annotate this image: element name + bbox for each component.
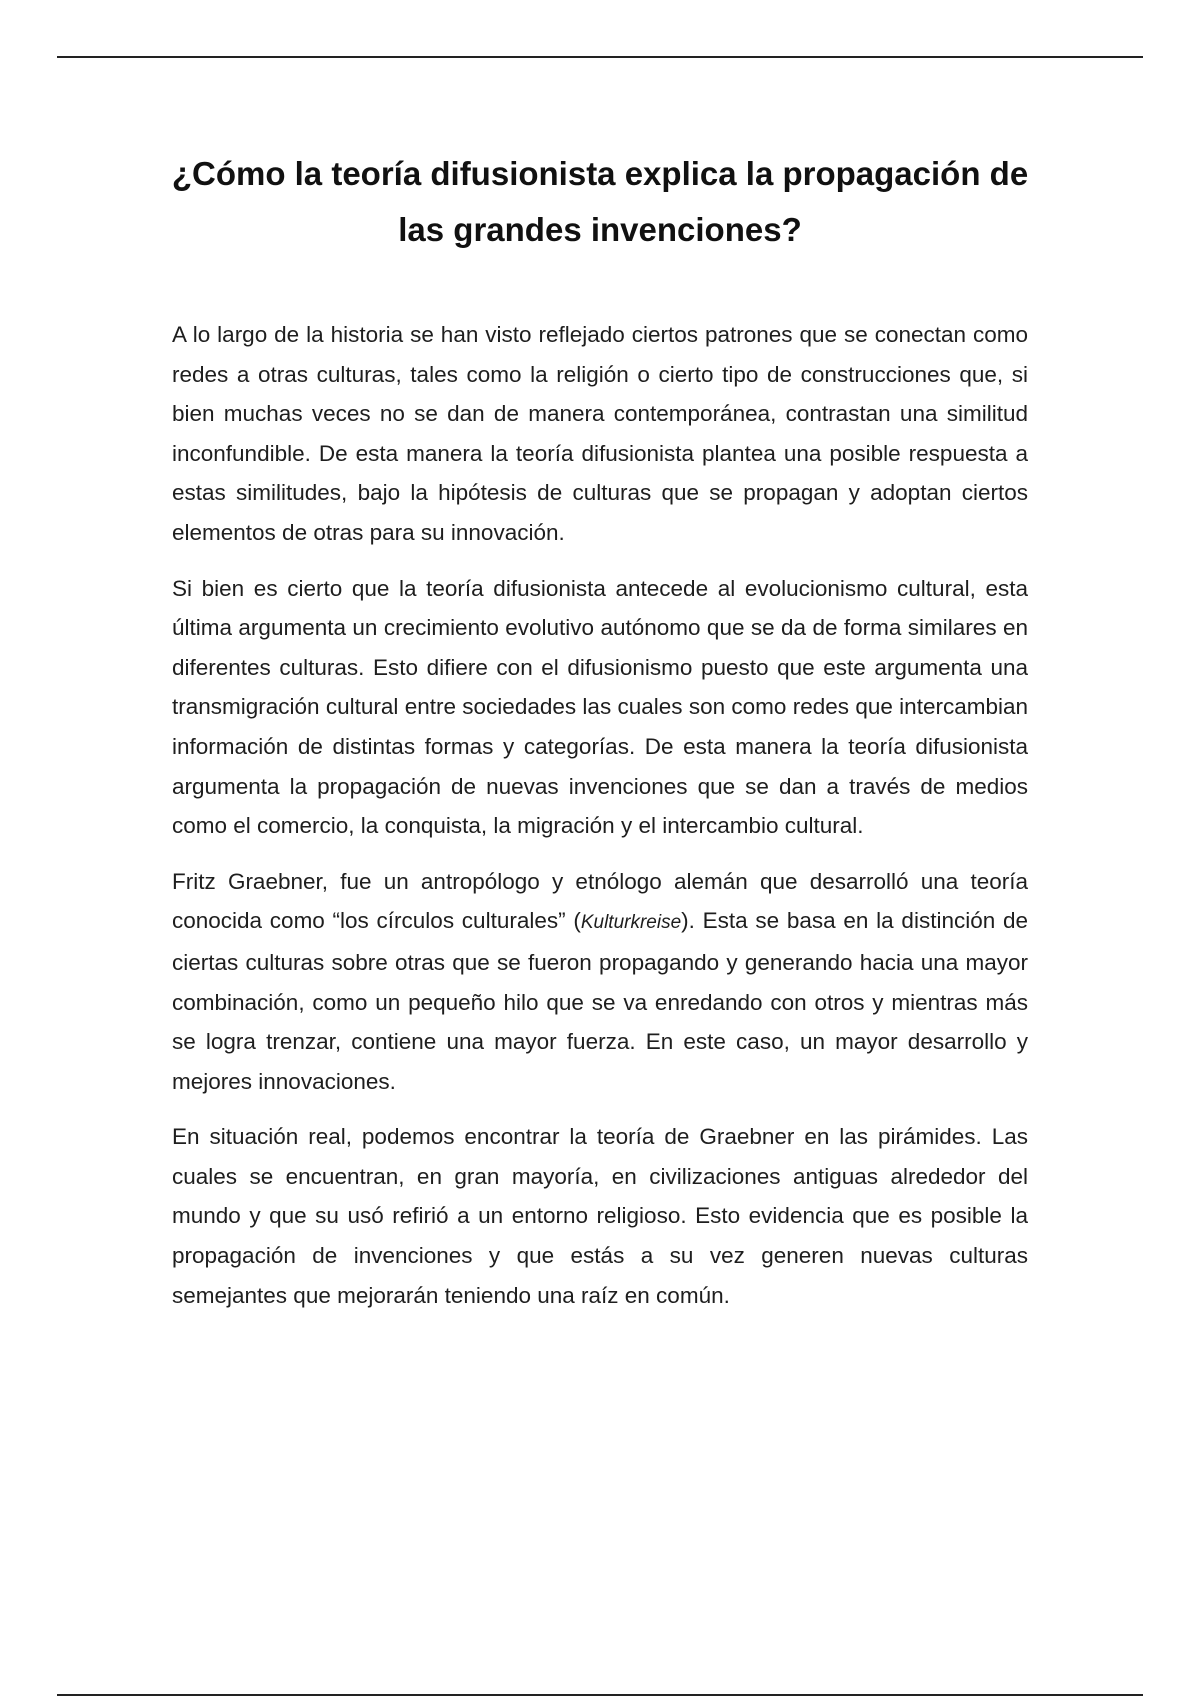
paragraph-3-text-before: Fritz Graebner, fue un antropólogo y etnólogo alemán que desarrolló una teoría conocida como “los círculos culturales” ( xyxy=(172,868,1028,934)
bottom-rule xyxy=(57,1694,1143,1696)
paragraph-1: A lo largo de la historia se han visto reflejado ciertos patrones que se conectan como redes a otras culturas, tales como la religión o cierto tipo de construcciones que, si bien muchas veces no se dan de manera contemporánea, contrastan una similitud inconfundible. De esta manera la teoría difusionista plantea una posible respuesta a estas similitudes, bajo la hipótesis de culturas que se propagan y adoptan ciertos elementos de otras para su innovación. xyxy=(172,322,1028,545)
paragraph-2: Si bien es cierto que la teoría difusionista antecede al evolucionismo cultural, esta última argumenta un crecimiento evolutivo autónomo que se da de forma similares en diferentes culturas. Esto difiere con el difusionismo puesto que este argumenta una transmigración cultural entre sociedades las cuales son como redes que intercambian información de distintas formas y categorías. De esta manera la teoría difusionista argumenta la propagación de nuevas invenciones que se dan a través de medios como el comercio, la conquista, la migración y el intercambio cultural. xyxy=(172,575,1028,839)
paragraph-4: En situación real, podemos encontrar la teoría de Graebner en las pirámides. Las cuales se encuentran, en gran mayoría, en civilizaciones antiguas alrededor del mundo y que su usó refirió a un entorno religioso. Esto evidencia que es posible la propagación de invenciones y que estás a su vez generen nuevas culturas semejantes que mejorarán teniendo una raíz en común. xyxy=(172,1124,1028,1308)
paragraph-3 xyxy=(172,862,1028,1102)
document-body xyxy=(172,315,1028,1331)
document-title: ¿Cómo la teoría difusionista explica la propagación de las grandes invenciones? xyxy=(171,155,1029,248)
paragraph-3-text-after: ). Esta se basa en la distinción de ciertas culturas sobre otras que se fueron propagando y generando hacia una mayor combinación, como un pequeño hilo que se va enredando con otros y mientras más se logra trenzar, contiene una mayor fuerza. En este caso, un mayor desarrollo y mejores innovaciones. xyxy=(172,908,1028,1094)
top-rule xyxy=(57,56,1143,58)
kulturkreise-term: Kulturkreise xyxy=(580,912,682,934)
